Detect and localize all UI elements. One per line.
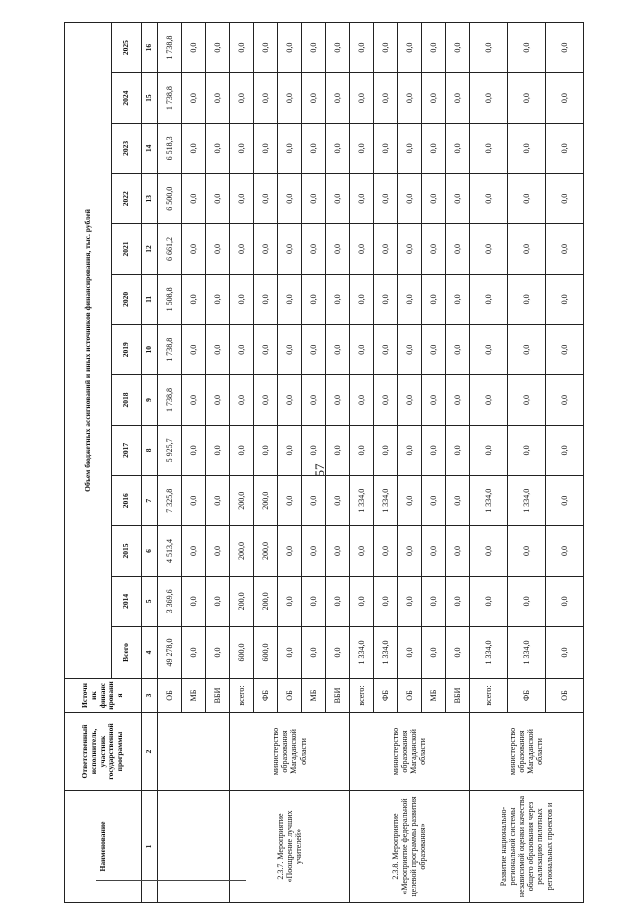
value-year: 0,0 xyxy=(277,22,301,72)
value-year: 0,0 xyxy=(325,73,349,123)
value-year: 200,0 xyxy=(253,526,277,576)
footnote-rule xyxy=(96,880,246,881)
header-responsible: Ответственный исполнитель, участник государственной программы xyxy=(65,713,142,791)
value-year: 0,0 xyxy=(397,274,421,324)
value-year: 0,0 xyxy=(469,73,507,123)
value-year: 0,0 xyxy=(349,325,373,375)
value-year: 0,0 xyxy=(373,375,397,425)
funding-source: ОБ xyxy=(277,679,301,713)
value-total: 1 334,0 xyxy=(349,627,373,679)
value-year: 0,0 xyxy=(349,22,373,72)
value-year: 0,0 xyxy=(469,22,507,72)
value-year: 0,0 xyxy=(181,73,205,123)
header-source: Источник финансирования xyxy=(65,679,142,713)
value-total: 1 334,0 xyxy=(469,627,507,679)
value-year: 0,0 xyxy=(469,274,507,324)
value-year: 0,0 xyxy=(545,123,583,173)
value-year: 200,0 xyxy=(253,576,277,626)
value-year: 0,0 xyxy=(397,526,421,576)
page-number: 57 xyxy=(312,463,327,477)
value-year: 0,0 xyxy=(421,526,445,576)
budget-table xyxy=(64,22,584,903)
column-index: 7 xyxy=(142,476,158,526)
value-year: 0,0 xyxy=(507,123,545,173)
value-year: 0,0 xyxy=(507,526,545,576)
header-funding-group: Объем бюджетных ассигнований и иных источников финансирования, тыс. рублей xyxy=(65,22,112,678)
value-year: 0,0 xyxy=(445,526,469,576)
value-year: 0,0 xyxy=(253,123,277,173)
value-year: 0,0 xyxy=(349,224,373,274)
value-year: 0,0 xyxy=(373,22,397,72)
value-year: 0,0 xyxy=(349,73,373,123)
value-year: 0,0 xyxy=(545,224,583,274)
header-year: 2022 xyxy=(112,174,142,224)
value-year: 0,0 xyxy=(229,22,253,72)
value-year: 0,0 xyxy=(325,174,349,224)
value-total: 0,0 xyxy=(545,627,583,679)
responsible-executor: министерство образования Магаданской области xyxy=(349,713,469,791)
value-year: 0,0 xyxy=(277,375,301,425)
table-row xyxy=(349,22,373,902)
funding-source: ФБ xyxy=(253,679,277,713)
value-total: 49 278,0 xyxy=(158,627,182,679)
value-year: 0,0 xyxy=(181,375,205,425)
value-year: 0,0 xyxy=(325,224,349,274)
value-year: 5 925,7 xyxy=(158,425,182,475)
value-year: 0,0 xyxy=(421,576,445,626)
value-year: 0,0 xyxy=(507,174,545,224)
value-year: 0,0 xyxy=(181,576,205,626)
value-year: 0,0 xyxy=(507,325,545,375)
value-year: 0,0 xyxy=(301,425,325,475)
value-year: 0,0 xyxy=(421,123,445,173)
value-year: 0,0 xyxy=(397,174,421,224)
value-year: 0,0 xyxy=(325,375,349,425)
value-year: 0,0 xyxy=(373,123,397,173)
value-year: 0,0 xyxy=(301,576,325,626)
funding-source: МБ xyxy=(181,679,205,713)
value-year: 0,0 xyxy=(277,224,301,274)
value-year: 0,0 xyxy=(301,174,325,224)
value-year: 0,0 xyxy=(205,526,229,576)
value-year: 0,0 xyxy=(325,576,349,626)
value-year: 0,0 xyxy=(507,576,545,626)
value-year: 0,0 xyxy=(277,476,301,526)
value-year: 0,0 xyxy=(445,576,469,626)
value-year: 0,0 xyxy=(545,425,583,475)
value-year: 0,0 xyxy=(253,375,277,425)
value-year: 0,0 xyxy=(545,476,583,526)
value-year: 0,0 xyxy=(277,123,301,173)
header-total: Всего xyxy=(112,627,142,679)
header-year: 2014 xyxy=(112,576,142,626)
table-row xyxy=(229,22,253,902)
value-year: 0,0 xyxy=(253,274,277,324)
value-year: 0,0 xyxy=(373,526,397,576)
column-index: 13 xyxy=(142,174,158,224)
column-index: 5 xyxy=(142,576,158,626)
funding-source: МБ xyxy=(301,679,325,713)
value-year: 0,0 xyxy=(253,73,277,123)
value-year: 0,0 xyxy=(445,274,469,324)
value-year: 1 334,0 xyxy=(469,476,507,526)
value-year: 0,0 xyxy=(445,476,469,526)
value-year: 0,0 xyxy=(507,274,545,324)
value-year: 0,0 xyxy=(507,73,545,123)
header-year: 2023 xyxy=(112,123,142,173)
value-year: 0,0 xyxy=(373,224,397,274)
value-year: 0,0 xyxy=(181,274,205,324)
responsible-executor xyxy=(158,713,230,791)
table-row xyxy=(158,22,182,902)
value-year: 0,0 xyxy=(205,375,229,425)
column-index: 4 xyxy=(142,627,158,679)
value-year: 0,0 xyxy=(181,425,205,475)
value-year: 0,0 xyxy=(181,325,205,375)
funding-source: ФБ xyxy=(373,679,397,713)
value-year: 0,0 xyxy=(507,425,545,475)
value-year: 0,0 xyxy=(205,425,229,475)
value-year: 0,0 xyxy=(205,22,229,72)
value-year: 0,0 xyxy=(253,22,277,72)
value-year: 0,0 xyxy=(205,123,229,173)
value-year: 200,0 xyxy=(253,476,277,526)
measure-name xyxy=(158,791,230,903)
column-index: 9 xyxy=(142,375,158,425)
value-year: 0,0 xyxy=(277,73,301,123)
value-year: 0,0 xyxy=(421,274,445,324)
column-index: 14 xyxy=(142,123,158,173)
value-total: 0,0 xyxy=(397,627,421,679)
value-year: 0,0 xyxy=(445,375,469,425)
value-total: 1 334,0 xyxy=(373,627,397,679)
value-total: 0,0 xyxy=(445,627,469,679)
value-year: 0,0 xyxy=(373,274,397,324)
value-year: 0,0 xyxy=(421,174,445,224)
value-year: 0,0 xyxy=(277,425,301,475)
value-year: 0,0 xyxy=(421,375,445,425)
value-year: 0,0 xyxy=(229,375,253,425)
value-year: 0,0 xyxy=(545,375,583,425)
header-year: 2020 xyxy=(112,274,142,324)
value-year: 0,0 xyxy=(397,73,421,123)
value-year: 0,0 xyxy=(469,375,507,425)
value-year: 0,0 xyxy=(545,22,583,72)
value-year: 0,0 xyxy=(397,224,421,274)
value-year: 0,0 xyxy=(349,174,373,224)
header-year: 2025 xyxy=(112,22,142,72)
value-year: 0,0 xyxy=(229,224,253,274)
value-year: 0,0 xyxy=(373,73,397,123)
column-index: 12 xyxy=(142,224,158,274)
value-year: 0,0 xyxy=(325,22,349,72)
value-year: 0,0 xyxy=(469,123,507,173)
value-year: 0,0 xyxy=(229,174,253,224)
value-year: 0,0 xyxy=(325,123,349,173)
value-year: 0,0 xyxy=(469,174,507,224)
value-year: 0,0 xyxy=(445,224,469,274)
value-year: 0,0 xyxy=(325,526,349,576)
value-year: 0,0 xyxy=(181,174,205,224)
value-year: 0,0 xyxy=(445,425,469,475)
value-total: 0,0 xyxy=(277,627,301,679)
value-year: 0,0 xyxy=(205,174,229,224)
value-year: 0,0 xyxy=(301,224,325,274)
value-year: 0,0 xyxy=(349,375,373,425)
value-year: 0,0 xyxy=(545,274,583,324)
value-year: 4 513,4 xyxy=(158,526,182,576)
column-index: 11 xyxy=(142,274,158,324)
column-index: 10 xyxy=(142,325,158,375)
funding-source: всего: xyxy=(229,679,253,713)
value-year: 7 325,8 xyxy=(158,476,182,526)
value-year: 0,0 xyxy=(445,73,469,123)
header-name: Наименование xyxy=(65,791,142,903)
value-year: 0,0 xyxy=(349,274,373,324)
value-year: 0,0 xyxy=(277,174,301,224)
header-year: 2024 xyxy=(112,73,142,123)
column-index: 6 xyxy=(142,526,158,576)
value-year: 0,0 xyxy=(507,375,545,425)
value-year: 1 738,8 xyxy=(158,22,182,72)
value-year: 6 500,0 xyxy=(158,174,182,224)
value-year: 0,0 xyxy=(373,325,397,375)
value-year: 0,0 xyxy=(469,576,507,626)
value-year: 0,0 xyxy=(397,325,421,375)
value-year: 6 661,2 xyxy=(158,224,182,274)
value-year: 0,0 xyxy=(545,174,583,224)
value-year: 6 518,3 xyxy=(158,123,182,173)
header-year: 2016 xyxy=(112,476,142,526)
funding-source: ФБ xyxy=(507,679,545,713)
header-year: 2015 xyxy=(112,526,142,576)
value-year: 0,0 xyxy=(229,425,253,475)
value-year: 0,0 xyxy=(301,375,325,425)
value-year: 0,0 xyxy=(421,224,445,274)
value-year: 0,0 xyxy=(507,22,545,72)
value-year: 0,0 xyxy=(507,224,545,274)
value-year: 0,0 xyxy=(229,274,253,324)
value-year: 1 508,8 xyxy=(158,274,182,324)
value-year: 0,0 xyxy=(205,325,229,375)
value-year: 0,0 xyxy=(349,526,373,576)
value-year: 1 334,0 xyxy=(507,476,545,526)
value-total: 600,0 xyxy=(229,627,253,679)
value-year: 1 334,0 xyxy=(349,476,373,526)
value-year: 0,0 xyxy=(469,425,507,475)
measure-name: 2.3.7. Мероприятие «Поощрение лучших учителей» xyxy=(229,791,349,903)
value-year: 0,0 xyxy=(469,224,507,274)
value-year: 0,0 xyxy=(277,576,301,626)
value-year: 0,0 xyxy=(253,425,277,475)
value-year: 0,0 xyxy=(397,123,421,173)
value-year: 0,0 xyxy=(277,325,301,375)
header-year: 2017 xyxy=(112,425,142,475)
column-index: 3 xyxy=(142,679,158,713)
funding-source: ВБИ xyxy=(325,679,349,713)
header-year: 2019 xyxy=(112,325,142,375)
value-year: 0,0 xyxy=(253,325,277,375)
column-index: 15 xyxy=(142,73,158,123)
value-year: 0,0 xyxy=(545,325,583,375)
value-year: 0,0 xyxy=(229,123,253,173)
value-year: 0,0 xyxy=(301,526,325,576)
value-total: 600,0 xyxy=(253,627,277,679)
value-year: 0,0 xyxy=(181,526,205,576)
value-total: 0,0 xyxy=(181,627,205,679)
value-total: 0,0 xyxy=(205,627,229,679)
value-year: 0,0 xyxy=(445,174,469,224)
funding-source: ВБИ xyxy=(445,679,469,713)
value-year: 0,0 xyxy=(421,73,445,123)
value-year: 1 738,8 xyxy=(158,73,182,123)
column-index: 2 xyxy=(142,713,158,791)
funding-source: ВБИ xyxy=(205,679,229,713)
value-year: 1 738,8 xyxy=(158,375,182,425)
value-year: 0,0 xyxy=(545,576,583,626)
value-year: 0,0 xyxy=(421,425,445,475)
value-year: 0,0 xyxy=(301,73,325,123)
header-year: 2021 xyxy=(112,224,142,274)
value-year: 0,0 xyxy=(301,22,325,72)
value-year: 0,0 xyxy=(181,476,205,526)
column-index: 1 xyxy=(142,791,158,903)
value-year: 0,0 xyxy=(181,22,205,72)
value-year: 0,0 xyxy=(421,476,445,526)
value-year: 0,0 xyxy=(397,476,421,526)
value-year: 0,0 xyxy=(325,476,349,526)
value-year: 0,0 xyxy=(325,425,349,475)
funding-source: МБ xyxy=(421,679,445,713)
value-year: 0,0 xyxy=(229,73,253,123)
header-year: 2018 xyxy=(112,375,142,425)
value-year: 0,0 xyxy=(421,325,445,375)
value-year: 0,0 xyxy=(325,325,349,375)
value-year: 200,0 xyxy=(229,526,253,576)
value-year: 0,0 xyxy=(205,274,229,324)
value-year: 0,0 xyxy=(277,526,301,576)
value-year: 0,0 xyxy=(301,325,325,375)
column-index: 8 xyxy=(142,425,158,475)
value-year: 0,0 xyxy=(301,274,325,324)
funding-source: всего: xyxy=(349,679,373,713)
value-year: 0,0 xyxy=(397,425,421,475)
column-index: 16 xyxy=(142,22,158,72)
value-year: 0,0 xyxy=(373,576,397,626)
value-year: 0,0 xyxy=(349,123,373,173)
value-year: 0,0 xyxy=(445,325,469,375)
value-year: 0,0 xyxy=(373,174,397,224)
measure-name: 2.3.8. Мероприятие «Мероприятие федеральной целевой программы развития образования» xyxy=(349,791,469,903)
funding-source: всего: xyxy=(469,679,507,713)
value-year: 0,0 xyxy=(349,425,373,475)
responsible-executor: министерство образования Магаданской области xyxy=(229,713,349,791)
funding-source: ОБ xyxy=(545,679,583,713)
value-year: 0,0 xyxy=(301,123,325,173)
value-year: 0,0 xyxy=(373,425,397,475)
value-year: 0,0 xyxy=(421,22,445,72)
value-year: 200,0 xyxy=(229,576,253,626)
value-year: 0,0 xyxy=(229,325,253,375)
value-year: 0,0 xyxy=(469,325,507,375)
value-year: 0,0 xyxy=(545,526,583,576)
value-year: 0,0 xyxy=(181,224,205,274)
value-total: 0,0 xyxy=(301,627,325,679)
funding-source: ОБ xyxy=(158,679,182,713)
measure-name: Развитие национально-региональной системы независимой оценки качества общего образования через реализацию пилотных региональных проектов и xyxy=(469,791,583,903)
value-total: 0,0 xyxy=(421,627,445,679)
value-year: 0,0 xyxy=(253,224,277,274)
value-year: 0,0 xyxy=(397,576,421,626)
value-year: 0,0 xyxy=(205,476,229,526)
responsible-executor: министерство образования Магаданской области xyxy=(469,713,583,791)
value-year: 200,0 xyxy=(229,476,253,526)
rotated-table-container xyxy=(64,23,584,903)
value-year: 0,0 xyxy=(445,123,469,173)
value-year: 0,0 xyxy=(325,274,349,324)
value-year: 0,0 xyxy=(205,224,229,274)
value-year: 0,0 xyxy=(445,22,469,72)
value-total: 0,0 xyxy=(325,627,349,679)
value-year: 0,0 xyxy=(277,274,301,324)
value-year: 0,0 xyxy=(545,73,583,123)
value-year: 0,0 xyxy=(205,576,229,626)
value-total: 1 334,0 xyxy=(507,627,545,679)
funding-source: ОБ xyxy=(397,679,421,713)
value-year: 0,0 xyxy=(397,375,421,425)
value-year: 0,0 xyxy=(205,73,229,123)
value-year: 0,0 xyxy=(253,174,277,224)
value-year: 1 738,8 xyxy=(158,325,182,375)
value-year: 3 369,6 xyxy=(158,576,182,626)
value-year: 1 334,0 xyxy=(373,476,397,526)
value-year: 0,0 xyxy=(301,476,325,526)
value-year: 0,0 xyxy=(397,22,421,72)
table-row xyxy=(469,22,507,902)
value-year: 0,0 xyxy=(349,576,373,626)
value-year: 0,0 xyxy=(469,526,507,576)
value-year: 0,0 xyxy=(181,123,205,173)
